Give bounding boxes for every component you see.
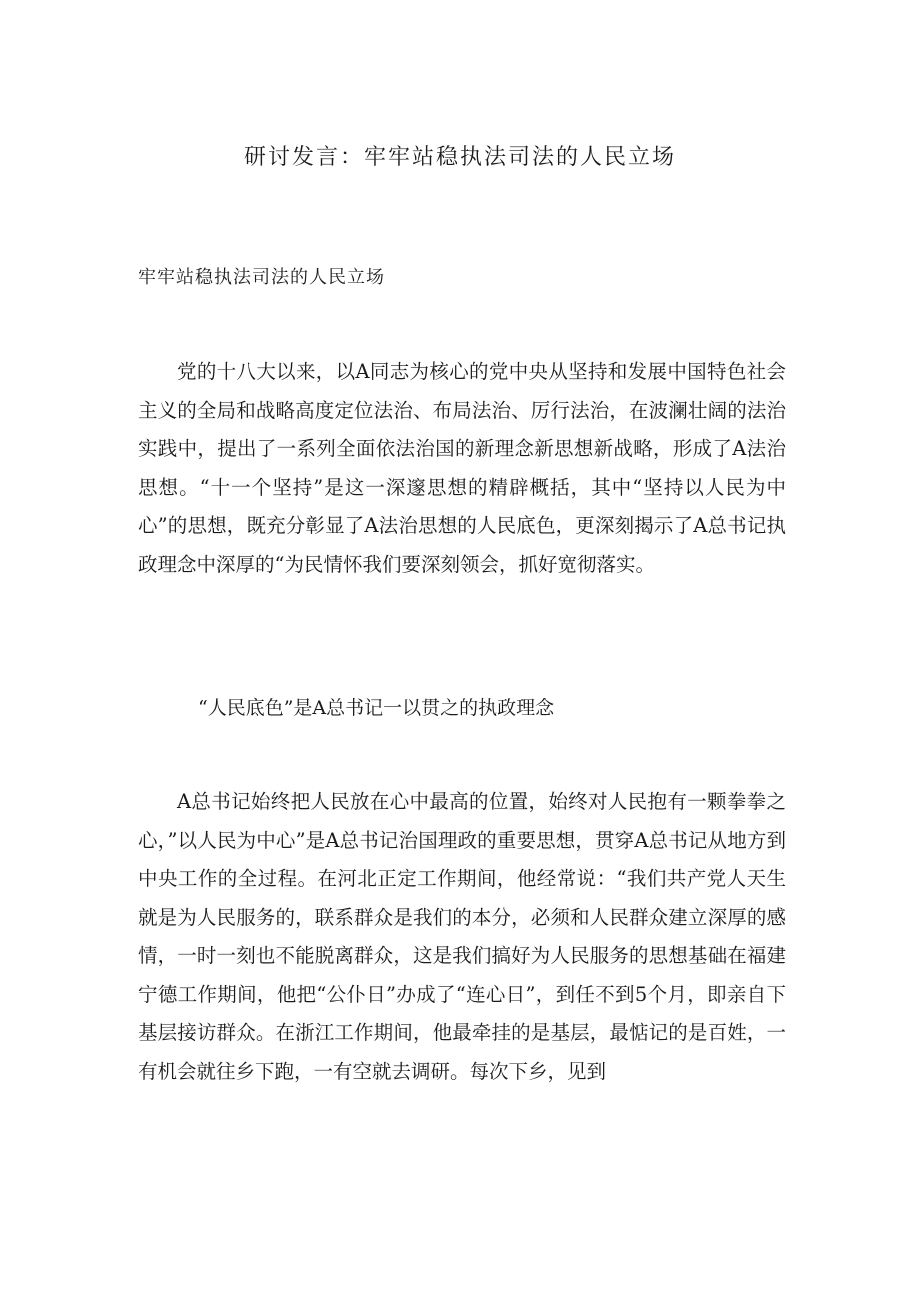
paragraph-intro: 党的十八大以来，以A同志为核心的党中央从坚持和发展中国特色社会主义的全局和战略高度定位法治、布局法治、厉行法治，在波澜壮阔的法治实践中，提出了一系列全面依法治国的新理念新思想新战略，形成了A法治思想。“十一个坚持”是这一深邃思想的精辟概括，其中“坚持以人民为中心”的思想，既充分彰显了A法治思想的人民底色，更深刻揭示了A总书记执政理念中深厚的“为民情怀我们要深刻领会，抓好宽彻落实。 (138, 360, 786, 576)
document-subtitle: 牢牢站稳执法司法的人民立场 (138, 267, 385, 288)
paragraph-body: A总书记始终把人民放在心中最高的位置，始终对人民抱有一颗拳拳之心，”以人民为中心”是A总书记治国理政的重要思想，贯穿A总书记从地方到中央工作的全过程。在河北正定工作期间，他经常说：“我们共产党人天生就是为人民服务的，联系群众是我们的本分，必须和人民群众建立深厚的感情，一时一刻也不能脱离群众，这是我们搞好为人民服务的思想基础在福建宁德工作期间，他把“公仆日”办成了“连心日”，到任不到5个月，即亲自下基层接访群众。在浙江工作期间，他最牵挂的是基层，最惦记的是百姓，一有机会就往乡下跑，一有空就去调研。每次下乡，见到 (138, 790, 786, 1083)
section-heading: “人民底色”是A总书记一以贯之的执政理念 (198, 697, 555, 719)
document-title: 研讨发言：牢牢站稳执法司法的人民立场 (243, 145, 676, 170)
